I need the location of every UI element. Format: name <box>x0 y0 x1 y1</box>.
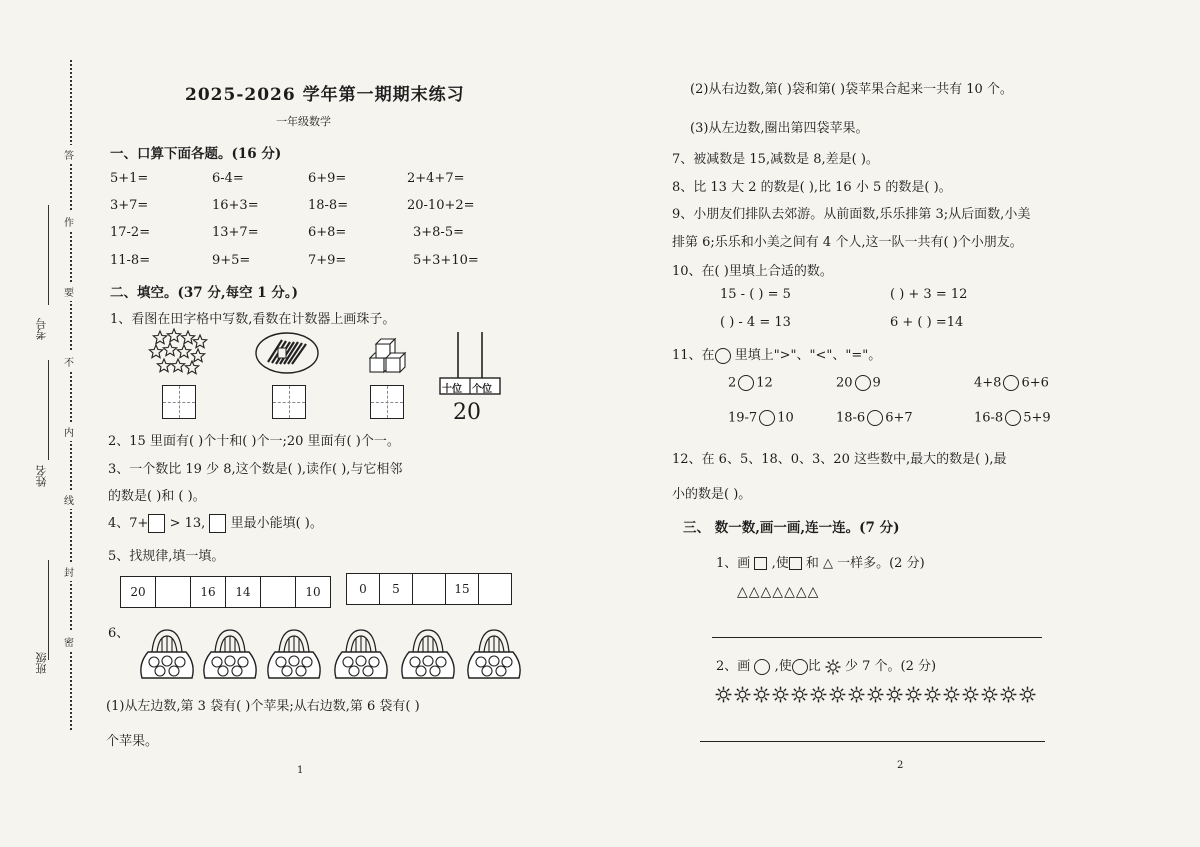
compare-left: 2 <box>728 375 737 391</box>
calc-item: 11-8= <box>110 253 151 268</box>
calc-item: 9+5= <box>212 253 251 268</box>
sun-icon <box>771 685 790 704</box>
question-3-line-1: 3、一个数比 19 少 8,这个数是( ),读作( ),与它相邻 <box>108 462 403 477</box>
compare-circle[interactable] <box>738 375 754 391</box>
compare-left: 20 <box>836 375 853 391</box>
sun-icon <box>923 685 942 704</box>
question-12-line-1: 12、在 6、5、18、0、3、20 这些数中,最大的数是( ),最 <box>672 452 1007 467</box>
fill-equation: ( ) - 4 = 13 <box>720 315 791 330</box>
compare-left: 16-8 <box>974 410 1004 426</box>
sun-icon <box>904 685 923 704</box>
seal-char: 答 <box>64 145 74 164</box>
apple-bag-icon <box>397 624 459 682</box>
sun-icon <box>828 685 847 704</box>
apple-bag-icon <box>463 624 525 682</box>
pattern-cell[interactable]: 5 <box>380 574 413 604</box>
pattern-cell[interactable]: 15 <box>446 574 479 604</box>
seal-char: 不 <box>64 352 74 371</box>
pattern-cell[interactable]: 16 <box>191 577 226 607</box>
seal-char: 密 <box>64 632 74 651</box>
calc-item: 16+3= <box>212 198 259 213</box>
star-shape <box>163 343 176 356</box>
question-9-line-2: 排第 6;乐乐和小美之间有 4 个人,这一队一共有( )个小朋友。 <box>672 235 1023 250</box>
compare-left: 4+8 <box>974 375 1002 391</box>
fill-equation: 15 - ( ) = 5 <box>720 287 791 302</box>
seal-char: 线 <box>64 490 74 509</box>
sun-icon <box>825 659 841 675</box>
calc-item: 2+4+7= <box>407 171 465 186</box>
sun-icon <box>980 685 999 704</box>
calc-item: 3+8-5= <box>413 225 464 240</box>
exam-number-label: 考号 <box>35 318 48 340</box>
class-label: 班级 <box>35 652 48 674</box>
section-3-header: 三、 数一数,画一画,连一连。(7 分) <box>683 520 900 536</box>
draw-task-2-middle: ,使 <box>774 659 792 674</box>
compare-left: 19-7 <box>728 410 758 426</box>
question-4-middle: > 13, <box>169 516 206 531</box>
pattern-cell[interactable] <box>479 574 511 604</box>
draw-task-1-prefix: 1、画 <box>716 556 751 571</box>
exam-subtitle: 一年级数学 <box>276 115 331 128</box>
compare-item <box>974 410 1051 426</box>
cubes-picture <box>366 332 408 378</box>
abacus-number: 20 <box>453 400 481 425</box>
draw-task-1 <box>716 552 925 571</box>
triangle-row: △△△△△△△ <box>737 584 820 600</box>
compare-circle[interactable] <box>1003 375 1019 391</box>
sun-icon <box>961 685 980 704</box>
stick-bundle-picture <box>254 330 320 376</box>
question-11 <box>672 344 881 364</box>
pattern-sequence-1 <box>120 576 331 608</box>
calc-item: 5+3+10= <box>413 253 479 268</box>
pattern-cell[interactable]: 0 <box>347 574 380 604</box>
draw-answer-line-1[interactable] <box>712 637 1042 638</box>
draw-answer-line-2[interactable] <box>700 741 1045 742</box>
question-1: 1、看图在田字格中写数,看数在计数器上画珠子。 <box>110 312 396 327</box>
question-6-1-line-2: 个苹果。 <box>106 734 159 749</box>
abacus-tens-label: 十位 <box>442 384 462 395</box>
sun-icon <box>1018 685 1037 704</box>
compare-circle[interactable] <box>855 375 871 391</box>
question-5: 5、找规律,填一填。 <box>108 549 225 564</box>
square-icon <box>754 557 767 570</box>
sun-icon <box>752 685 771 704</box>
compare-circle[interactable] <box>1005 410 1021 426</box>
question-11-prefix: 11、在 <box>672 348 715 363</box>
seal-char: 内 <box>64 422 74 441</box>
question-6-3: (3)从左边数,圈出第四袋苹果。 <box>690 121 869 136</box>
seal-char: 封 <box>64 562 74 581</box>
page-2 <box>600 0 1200 847</box>
compare-right: 6+7 <box>885 410 913 426</box>
exam-title: 2025-2026 学年第一期期末练习 <box>185 85 465 105</box>
pattern-cell[interactable]: 14 <box>226 577 261 607</box>
draw-task-2-compare: 比 <box>807 659 821 674</box>
compare-right: 6+6 <box>1021 375 1049 391</box>
question-6-2: (2)从右边数,第( )袋和第( )袋苹果合起来一共有 10 个。 <box>690 82 1013 97</box>
tianzige-grid-sticks[interactable] <box>272 385 306 419</box>
compare-right: 12 <box>756 375 773 391</box>
star-shape <box>153 331 166 344</box>
pattern-cell[interactable] <box>413 574 446 604</box>
compare-item <box>728 410 794 426</box>
question-9-line-1: 9、小朋友们排队去郊游。从前面数,乐乐排第 3;从后面数,小美 <box>672 207 1031 222</box>
calc-item: 6+9= <box>308 171 347 186</box>
question-4-prefix: 4、7+ <box>108 516 149 531</box>
sun-icon <box>847 685 866 704</box>
pattern-sequence-2 <box>346 573 512 605</box>
section-2-header: 二、填空。(37 分,每空 1 分。) <box>110 285 299 301</box>
draw-task-2 <box>716 655 936 675</box>
star-shape <box>185 361 198 374</box>
pattern-cell[interactable] <box>261 577 296 607</box>
calc-item: 17-2= <box>110 225 151 240</box>
tianzige-grid-cubes[interactable] <box>370 385 404 419</box>
sun-icon <box>790 685 809 704</box>
sun-icon <box>942 685 961 704</box>
star-shape <box>193 335 206 348</box>
compare-right: 5+9 <box>1023 410 1051 426</box>
star-shape <box>181 331 194 344</box>
draw-task-1-suffix: 和 △ 一样多。(2 分) <box>805 556 925 571</box>
abacus-ones-label: 个位 <box>472 384 492 395</box>
compare-left: 18-6 <box>836 410 866 426</box>
question-11-suffix: 里填上">"、"<"、"="。 <box>734 348 882 363</box>
star-shape <box>149 345 162 358</box>
sun-icon <box>733 685 752 704</box>
question-10: 10、在( )里填上合适的数。 <box>672 264 833 279</box>
question-6-1-line-1: (1)从左边数,第 3 袋有( )个苹果;从右边数,第 6 袋有( ) <box>106 699 420 714</box>
name-label: 姓名 <box>35 465 48 487</box>
compare-right: 9 <box>872 375 881 391</box>
page-number: 2 <box>897 760 904 771</box>
calc-item: 6-4= <box>212 171 244 186</box>
square-icon <box>789 557 802 570</box>
exam-number-line[interactable] <box>48 205 49 305</box>
compare-item <box>974 375 1049 391</box>
draw-task-2-suffix: 少 7 个。(2 分) <box>845 659 937 674</box>
calc-item: 3+7= <box>110 198 149 213</box>
question-4 <box>108 512 323 533</box>
apple-bag-icon <box>199 624 261 682</box>
calc-item: 5+1= <box>110 171 149 186</box>
star-shape <box>171 359 184 372</box>
seal-char: 要 <box>64 282 74 301</box>
question-8: 8、比 13 大 2 的数是( ),比 16 小 5 的数是( )。 <box>672 180 952 195</box>
section-1-header: 一、口算下面各题。(16 分) <box>110 146 282 162</box>
circle-icon <box>754 659 770 675</box>
calc-item: 7+9= <box>308 253 347 268</box>
star-shape <box>177 345 190 358</box>
star-shape <box>167 329 180 342</box>
pattern-cell[interactable]: 10 <box>296 577 330 607</box>
question-7: 7、被减数是 15,减数是 8,差是( )。 <box>672 152 879 167</box>
question-4-suffix: 里最小能填( )。 <box>230 516 323 531</box>
sun-icon <box>866 685 885 704</box>
apple-bag-icon <box>136 624 198 682</box>
sun-icon <box>714 685 733 704</box>
compare-circle[interactable] <box>867 410 883 426</box>
circle-icon <box>715 348 731 364</box>
tianzige-grid-stars[interactable] <box>162 385 196 419</box>
draw-task-1-middle: ,使 <box>771 556 789 571</box>
calc-item: 18-8= <box>308 198 349 213</box>
circle-icon <box>792 659 808 675</box>
sun-row <box>714 685 1037 704</box>
calc-item: 6+8= <box>308 225 347 240</box>
answer-box[interactable] <box>209 514 226 533</box>
question-6: 6、 <box>108 626 130 641</box>
sun-icon <box>809 685 828 704</box>
compare-circle[interactable] <box>759 410 775 426</box>
sun-icon <box>999 685 1018 704</box>
draw-task-2-prefix: 2、画 <box>716 659 751 674</box>
compare-right: 10 <box>777 410 794 426</box>
stars-picture <box>148 328 210 380</box>
name-line[interactable] <box>48 360 49 460</box>
fill-equation: 6 + ( ) =14 <box>890 315 964 330</box>
compare-item <box>836 375 881 391</box>
star-shape <box>191 349 204 362</box>
answer-box[interactable] <box>148 514 165 533</box>
question-3-line-2: 的数是( )和 ( )。 <box>108 489 206 504</box>
calc-item: 13+7= <box>212 225 259 240</box>
compare-item <box>836 410 913 426</box>
apple-bag-icon <box>263 624 325 682</box>
sun-icon <box>885 685 904 704</box>
seal-char: 作 <box>64 212 74 231</box>
question-12-line-2: 小的数是( )。 <box>672 487 752 502</box>
fill-equation: ( ) + 3 = 12 <box>890 287 968 302</box>
pattern-cell[interactable] <box>156 577 191 607</box>
class-line[interactable] <box>48 560 49 660</box>
pattern-cell[interactable]: 20 <box>121 577 156 607</box>
calc-item: 20-10+2= <box>407 198 475 213</box>
page-number: 1 <box>297 765 304 776</box>
apple-bag-icon <box>330 624 392 682</box>
compare-item <box>728 375 773 391</box>
star-shape <box>157 359 170 372</box>
question-2: 2、15 里面有( )个十和( )个一;20 里面有( )个一。 <box>108 434 400 449</box>
